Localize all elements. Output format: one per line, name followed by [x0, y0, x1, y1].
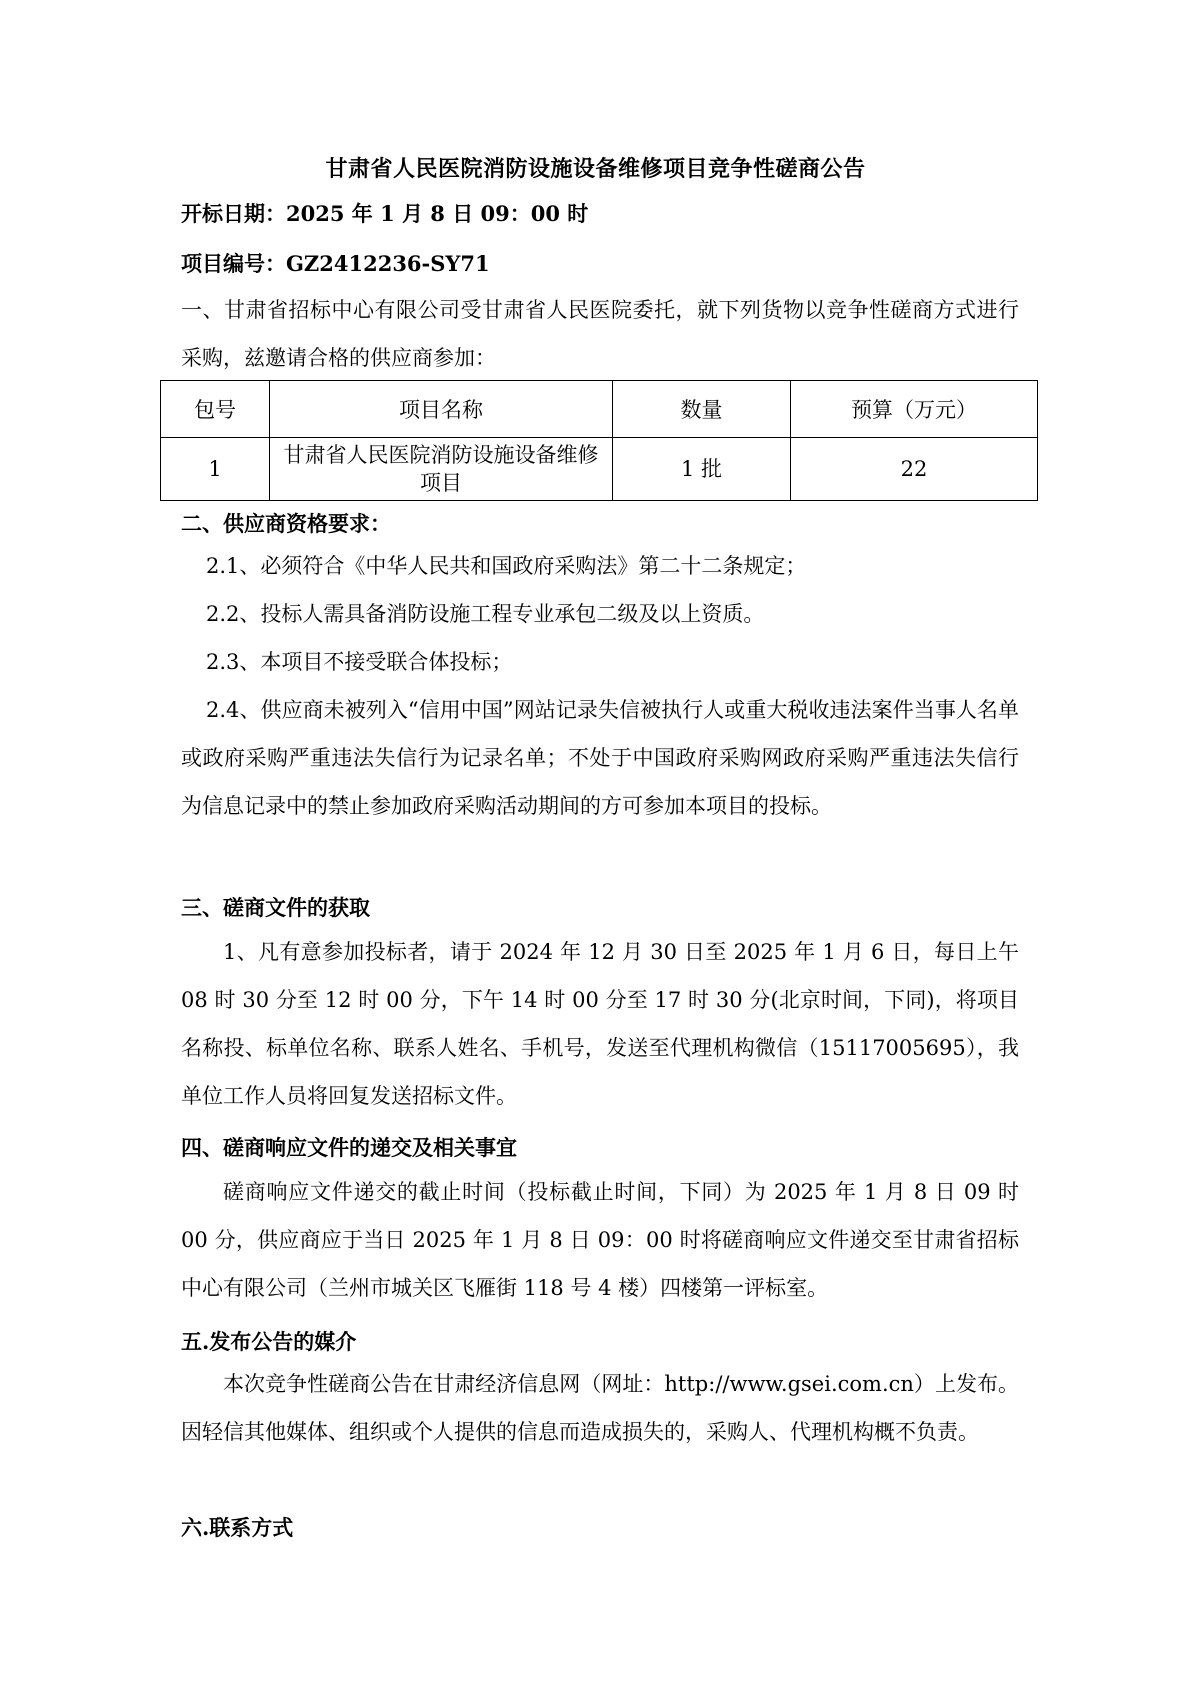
document-title: 甘肃省人民医院消防设施设备维修项目竞争性磋商公告	[325, 156, 866, 182]
table-header-row	[161, 381, 1038, 438]
section-5-text: 本次竞争性磋商公告在甘肃经济信息网（网址：http://www.gsei.com.cn）上发布。因轻信其他媒体、组织或个人提供的信息而造成损失的，采购人、代理机构概不负责。	[181, 1372, 1019, 1444]
section-3-heading: 三、磋商文件的获取	[181, 895, 370, 920]
section-5-heading: 五.发布公告的媒介	[181, 1329, 357, 1354]
table-header-cell: 预算（万元）	[791, 381, 1038, 438]
table-cell: 1	[161, 438, 270, 501]
requirement-item: 2.3、本项目不接受联合体投标；	[206, 650, 513, 674]
section-2-heading: 二、供应商资格要求：	[181, 511, 391, 536]
intro-paragraph: 一、甘肃省招标中心有限公司受甘肃省人民医院委托，就下列货物以竞争性磋商方式进行采购，兹邀请合格的供应商参加：	[181, 298, 1019, 370]
section-3-text: 1、凡有意参加投标者，请于 2024 年 12 月 30 日至 2025 年 1 月 6 日，每日上午 08 时 30 分至 12 时 00 分，下午 14 时 00 分至 17 时 30 分(北京时间，下同)，将项目名称投、标单位名称、联系人姓名、手机号，发送至代理机构微信（15117005695），我单位工作人员将回复发送招标文件。	[181, 940, 1019, 1108]
table-cell: 甘肃省人民医院消防设施设备维修项目	[270, 438, 613, 501]
open-date: 开标日期：2025 年 1 月 8 日 09：00 时	[181, 201, 589, 226]
table-header-cell: 项目名称	[270, 381, 613, 438]
section-4-text: 磋商响应文件递交的截止时间（投标截止时间，下同）为 2025 年 1 月 8 日 09 时 00 分，供应商应于当日 2025 年 1 月 8 日 09：00 时将磋商响应文件递交至甘肃省招标中心有限公司（兰州市城关区飞雁街 118 号 4 楼）四楼第一评标室。	[181, 1180, 1019, 1300]
section-6-heading: 六.联系方式	[181, 1515, 294, 1540]
table-cell: 22	[791, 438, 1038, 501]
package-table	[160, 380, 1038, 501]
table-row	[161, 438, 1038, 501]
requirement-item: 2.2、投标人需具备消防设施工程专业承包二级及以上资质。	[206, 602, 765, 626]
project-number: 项目编号：GZ2412236-SY71	[181, 251, 490, 276]
requirement-item: 2.4、供应商未被列入“信用中国”网站记录失信被执行人或重大税收违法案件当事人名单或政府采购严重违法失信行为记录名单；不处于中国政府采购网政府采购严重违法失信行为信息记录中的禁止参加政府采购活动期间的方可参加本项目的投标。	[181, 698, 1019, 818]
table-header-cell: 数量	[613, 381, 791, 438]
table-header-cell: 包号	[161, 381, 270, 438]
requirement-item: 2.1、必须符合《中华人民共和国政府采购法》第二十二条规定；	[206, 554, 807, 578]
table-cell: 1 批	[613, 438, 791, 501]
section-4-heading: 四、磋商响应文件的递交及相关事宜	[181, 1135, 517, 1160]
